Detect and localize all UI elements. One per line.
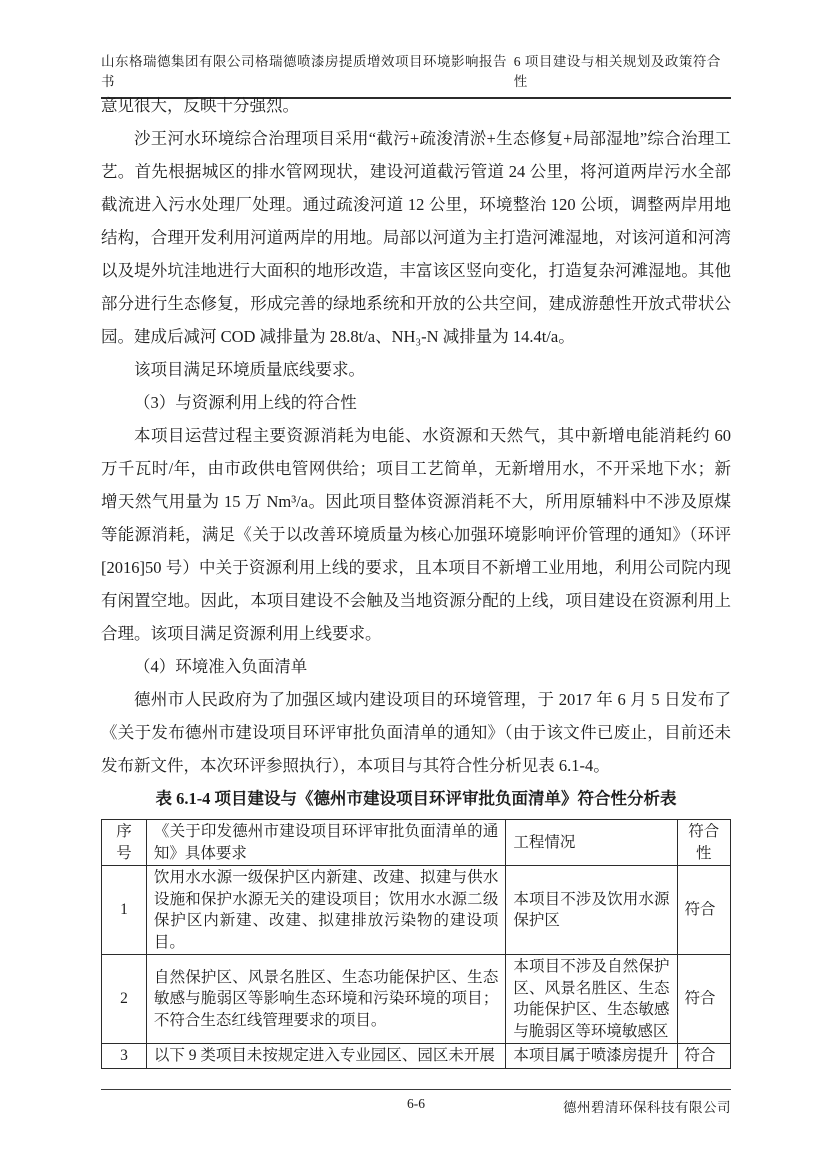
cell-requirement: 饮用水水源一级保护区内新建、改建、拟建与供水设施和保护水源无关的建设项目；饮用水水源二级保护区内新建、改建、拟建排放污染物的建设项目。 <box>146 866 505 955</box>
cell-project: 本项目不涉及饮用水源保护区 <box>506 866 677 955</box>
cell-index: 1 <box>102 866 147 955</box>
table-title: 表 6.1-4 项目建设与《德州市建设项目环评审批负面清单》符合性分析表 <box>155 789 677 808</box>
table-header-row <box>102 820 731 866</box>
body-paragraph: 意见很大，反映十分强烈。 <box>101 96 299 115</box>
body-paragraph: 该项目满足环境质量底线要求。 <box>134 360 365 379</box>
cell-index: 3 <box>102 1044 147 1069</box>
cell-requirement: 以下 9 类项目未按规定进入专业园区、园区未开展 <box>146 1044 505 1069</box>
table-header-index: 序号 <box>102 820 147 866</box>
header-report-title: 山东格瑞德集团有限公司格瑞德喷漆房提质增效项目环境影响报告书 <box>101 54 507 89</box>
cell-requirement: 自然保护区、风景名胜区、生态功能保护区、生态敏感与脆弱区等影响生态环境和污染环境的项目；不符合生态红线管理要求的项目。 <box>146 955 505 1044</box>
page-footer <box>101 1089 731 1120</box>
cell-compliance: 符合 <box>677 866 731 955</box>
body-paragraph: 德州市人民政府为了加强区域内建设项目的环境管理，于 2017 年 6 月 5 日发布了《关于发布德州市建设项目环评审批负面清单的通知》（由于该文件已废止，目前还未发布新文件，本次环评参照执行），本项目与其符合性分析见表 6.1-4。 <box>101 690 731 775</box>
table-row <box>102 866 731 955</box>
body-paragraph: 本项目运营过程主要资源消耗为电能、水资源和天然气，其中新增电能消耗约 60 万千瓦时/年，由市政供电管网供给；项目工艺简单，无新增用水，不开采地下水；新增天然气用量为 15 万 Nm³/a。因此项目整体资源消耗不大，所用原辅料中不涉及原煤等能源消耗，满足《关于以改善环境质量为核心加强环境影响评价管理的通知》（环评[2016]50 号）中关于资源利用上线的要求，且本项目不新增工业用地，利用公司院内现有闲置空地。因此，本项目建设不会触及当地资源分配的上线，项目建设在资源利用上合理。该项目满足资源利用上线要求。 <box>101 426 731 643</box>
cell-compliance: 符合 <box>677 955 731 1044</box>
section-heading: （3）与资源利用上线的符合性 <box>134 393 357 412</box>
footer-page-number: 6-6 <box>407 1096 425 1111</box>
cell-compliance: 符合 <box>677 1044 731 1069</box>
cell-index: 2 <box>102 955 147 1044</box>
table-row <box>102 955 731 1044</box>
body-paragraph: 沙王河水环境综合治理项目采用“截污+疏浚清淤+生态修复+局部湿地”综合治理工艺。首先根据城区的排水管网现状，建设河道截污管道 24 公里，将河道两岸污水全部截流进入污水处理厂处理。通过疏浚河道 12 公里，环境整治 120 公顷，调整两岸用地结构，合理开发利用河道两岸的用地。局部以河道为主打造河滩湿地，对该河道和河湾以及堤外坑洼地进行大面积的地形改造，丰富该区竖向变化，打造复杂河滩湿地。其他部分进行生态修复，形成完善的绿地系统和开放的公共空间，建成游憩性开放式带状公园。建成后减河 COD 减排量为 28.8t/a、NH₃-N 减排量为 14.4t/a。 <box>101 129 731 346</box>
header-chapter-title: 6 项目建设与相关规划及政策符合性 <box>513 54 721 89</box>
compliance-table <box>101 819 731 1069</box>
document-body <box>101 89 731 1069</box>
footer-company-name: 德州碧清环保科技有限公司 <box>563 1100 731 1115</box>
table-header-compliance: 符合性 <box>677 820 731 866</box>
table-header-project: 工程情况 <box>506 820 677 866</box>
section-heading: （4）环境准入负面清单 <box>134 657 308 676</box>
cell-project: 本项目属于喷漆房提升 <box>506 1044 677 1069</box>
table-header-requirement: 《关于印发德州市建设项目环评审批负面清单的通知》具体要求 <box>146 820 505 866</box>
table-row <box>102 1044 731 1069</box>
cell-project: 本项目不涉及自然保护区、风景名胜区、生态功能保护区、生态敏感与脆弱区等环境敏感区 <box>506 955 677 1044</box>
